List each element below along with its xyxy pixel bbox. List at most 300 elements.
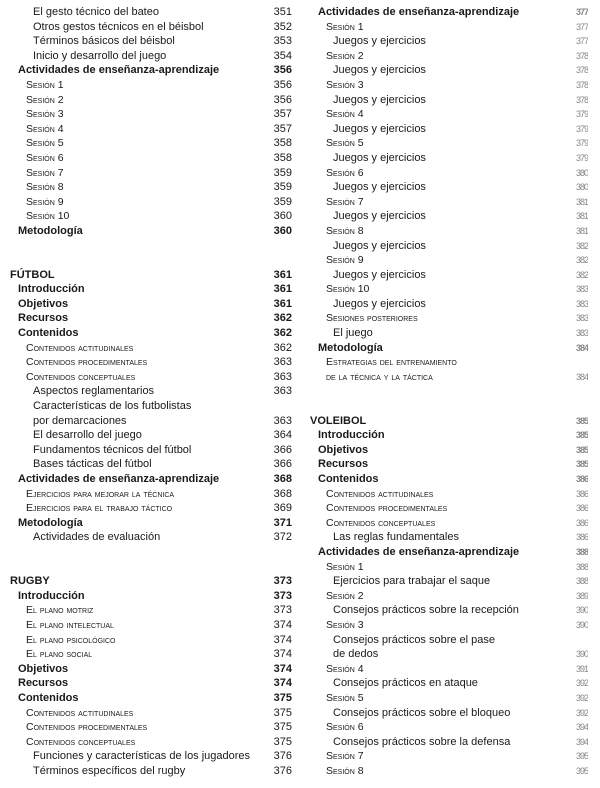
toc-entry-page: 369 — [273, 502, 292, 515]
toc-entry-page: 376 — [273, 750, 292, 763]
toc-entry — [0, 78, 296, 93]
toc-entry-page: 373 — [273, 575, 292, 588]
toc-entry-page: 377 — [575, 7, 588, 17]
toc-entry-title: FÚTBOL — [10, 268, 55, 281]
toc-entry-page: 364 — [273, 429, 292, 442]
toc-entry — [300, 501, 600, 516]
toc-entry — [300, 618, 600, 633]
toc-entry-page: 388 — [575, 576, 588, 587]
toc-entry-title: Sesión 5 — [326, 691, 364, 704]
toc-entry-title: RUGBY — [10, 575, 50, 588]
toc-entry-title: Ejercicios para trabajar el saque — [333, 575, 491, 588]
toc-entry-title: Consejos prácticos sobre el bloqueo — [333, 706, 511, 719]
toc-entry — [0, 691, 296, 706]
toc-entry-title: Recursos — [318, 458, 369, 471]
toc-entry — [0, 34, 296, 49]
toc-entry — [0, 355, 296, 370]
toc-entry-title: Juegos y ejercicios — [333, 122, 426, 135]
toc-entry — [300, 209, 600, 224]
toc-entry-page: 379 — [575, 138, 588, 149]
toc-entry-title: Actividades de evaluación — [33, 531, 161, 544]
toc-entry — [300, 574, 600, 589]
toc-entry-title: Sesión 1 — [26, 78, 64, 91]
toc-entry-title: Sesión 5 — [326, 137, 364, 150]
toc-entry-page: 353 — [273, 35, 292, 48]
toc-entry-title: El plano motriz — [26, 604, 94, 617]
toc-entry-title: Recursos — [18, 312, 69, 325]
toc-entry-page: 356 — [273, 78, 292, 91]
toc-entry — [0, 414, 296, 429]
toc-entry — [300, 253, 600, 268]
toc-entry-title: Sesión 2 — [26, 93, 64, 106]
toc-entry-page: 395 — [575, 765, 588, 776]
toc-entry-page: 363 — [273, 385, 292, 398]
toc-entry — [0, 487, 296, 502]
toc-entry-page: 385 — [575, 430, 588, 441]
toc-entry — [300, 720, 600, 735]
toc-entry-page: 375 — [273, 706, 292, 719]
toc-entry — [300, 603, 600, 618]
toc-entry — [0, 589, 296, 604]
toc-entry-title: Consejos prácticos sobre la recepción — [333, 604, 519, 617]
toc-entry — [0, 603, 296, 618]
spacer — [300, 399, 600, 414]
toc-entry-title: Sesión 8 — [26, 181, 64, 194]
toc-entry — [300, 78, 600, 93]
toc-entry — [300, 691, 600, 706]
toc-entry-title: Introducción — [18, 283, 85, 296]
toc-entry-title: Juegos y ejercicios — [333, 297, 426, 310]
toc-entry-title: Juegos y ejercicios — [333, 93, 426, 106]
toc-entry — [0, 428, 296, 443]
toc-entry-title: Sesión 5 — [26, 137, 64, 150]
toc-entry-page: 383 — [575, 313, 588, 324]
toc-entry — [300, 749, 600, 764]
toc-entry-page: 371 — [273, 516, 292, 529]
toc-entry-title: de la técnica y la táctica — [326, 370, 433, 383]
spacer — [0, 545, 296, 560]
toc-entry-page: 357 — [273, 122, 292, 135]
toc-entry-page: 375 — [273, 721, 292, 734]
spacer — [300, 384, 600, 399]
toc-entry — [0, 720, 296, 735]
toc-entry-title: Sesión 7 — [326, 750, 364, 763]
toc-entry — [300, 633, 600, 648]
toc-entry — [0, 93, 296, 108]
toc-entry-title: Sesión 6 — [326, 166, 364, 179]
toc-entry-page: 358 — [273, 137, 292, 150]
toc-entry-page: 386 — [575, 488, 588, 499]
toc-entry — [0, 399, 296, 414]
toc-entry-page: 383 — [575, 328, 588, 339]
toc-entry-title: Consejos prácticos en ataque — [333, 677, 478, 690]
toc-entry-title: Actividades de enseñanza-aprendizaje — [318, 545, 520, 558]
toc-entry-title: Sesión 8 — [326, 224, 364, 237]
toc-entry-page: 368 — [273, 487, 292, 500]
toc-entry-page: 395 — [575, 751, 588, 762]
toc-entry-title: Términos básicos del béisbol — [33, 35, 175, 48]
toc-entry-page: 391 — [575, 663, 588, 674]
toc-entry-title: Inicio y desarrollo del juego — [33, 49, 167, 62]
toc-entry-page: 390 — [575, 619, 588, 630]
toc-entry-page: 392 — [575, 692, 588, 703]
toc-entry-page: 366 — [273, 443, 292, 456]
toc-entry-title: Actividades de enseñanza-aprendizaje — [18, 473, 220, 485]
toc-entry-title: El desarrollo del juego — [33, 429, 142, 442]
toc-entry — [0, 457, 296, 472]
toc-entry-title: Objetivos — [18, 662, 69, 675]
toc-entry-title: Actividades de enseñanza-aprendizaje — [18, 64, 220, 77]
toc-entry-page: 368 — [273, 473, 292, 485]
toc-entry-page: 358 — [273, 151, 292, 164]
toc-entry-title: Contenidos conceptuales — [326, 516, 436, 529]
toc-entry — [300, 472, 600, 487]
toc-entry-title: Sesión 3 — [326, 618, 364, 631]
toc-entry — [300, 428, 600, 443]
toc-entry-title: Bases tácticas del fútbol — [33, 458, 152, 471]
toc-entry-title: Sesión 7 — [326, 195, 364, 208]
toc-entry-page: 361 — [273, 297, 292, 310]
toc-entry — [0, 530, 296, 545]
toc-entry-page: 352 — [273, 20, 292, 33]
toc-entry — [0, 662, 296, 677]
toc-entry-title: Ejercicios para el trabajo táctico — [26, 502, 173, 515]
toc-entry-title: Consejos prácticos sobre el pase — [333, 633, 496, 646]
toc-entry-title: Otros gestos técnicos en el béisbol — [33, 20, 204, 33]
toc-entry — [300, 268, 600, 283]
toc-entry — [0, 384, 296, 399]
toc-entry — [300, 457, 600, 472]
toc-entry — [0, 472, 296, 487]
toc-entry-title: Objetivos — [18, 297, 69, 310]
toc-entry — [0, 195, 296, 210]
toc-entry-page: 384 — [575, 342, 588, 353]
toc-entry-title: Juegos y ejercicios — [333, 151, 426, 164]
toc-entry-page: 372 — [273, 531, 292, 544]
toc-entry — [300, 764, 600, 779]
toc-entry — [300, 49, 600, 64]
toc-entry-page: 359 — [273, 195, 292, 208]
toc-entry-title: Recursos — [18, 677, 69, 690]
toc-entry-page: 394 — [575, 722, 588, 733]
toc-entry-title: Sesión 9 — [326, 254, 364, 267]
toc-entry-page: 377 — [575, 21, 588, 32]
toc-entry-title: Objetivos — [318, 443, 369, 456]
toc-entry — [0, 166, 296, 181]
toc-entry — [0, 370, 296, 385]
toc-entry-page: 390 — [575, 605, 588, 616]
toc-entry-title: Introducción — [18, 589, 85, 602]
toc-entry-title: Contenidos conceptuales — [26, 735, 136, 748]
toc-entry-title: Sesión 2 — [326, 589, 364, 602]
toc-entry-page: 377 — [575, 36, 588, 47]
toc-entry-title: Contenidos — [318, 473, 379, 485]
toc-entry-page: 382 — [575, 255, 588, 266]
toc-entry-title: Consejos prácticos sobre la defensa — [333, 735, 511, 748]
toc-entry — [300, 545, 600, 560]
spacer — [0, 239, 296, 254]
toc-entry-title: por demarcaciones — [33, 414, 127, 427]
toc-entry-page: 378 — [575, 94, 588, 105]
toc-entry-page: 383 — [575, 284, 588, 295]
toc-entry-page: 376 — [273, 764, 292, 777]
toc-entry — [300, 589, 600, 604]
toc-entry — [0, 20, 296, 35]
toc-entry-title: El plano social — [26, 648, 93, 661]
toc-right-column — [300, 5, 600, 778]
toc-entry-title: Actividades de enseñanza-aprendizaje — [318, 6, 520, 18]
toc-entry-title: Juegos y ejercicios — [333, 210, 426, 223]
toc-entry-title: Juegos y ejercicios — [333, 239, 426, 252]
toc-entry-page: 386 — [575, 517, 588, 528]
toc-entry-title: Aspectos reglamentarios — [33, 385, 155, 398]
toc-entry-page: 384 — [575, 371, 588, 382]
toc-entry-title: Contenidos conceptuales — [26, 370, 136, 383]
toc-entry-page: 386 — [575, 503, 588, 514]
toc-entry-title: Sesión 6 — [326, 721, 364, 734]
toc-entry — [0, 516, 296, 531]
toc-entry-page: 378 — [575, 50, 588, 61]
toc-entry — [300, 530, 600, 545]
toc-entry-title: Sesión 3 — [26, 108, 64, 121]
toc-entry — [0, 136, 296, 151]
toc-entry-title: de dedos — [333, 648, 379, 661]
toc-entry-title: El plano psicológico — [26, 633, 116, 646]
toc-entry-page: 375 — [273, 691, 292, 704]
toc-entry — [300, 443, 600, 458]
toc-entry — [300, 34, 600, 49]
toc-entry-page: 388 — [575, 546, 588, 557]
toc-entry-page: 363 — [273, 356, 292, 369]
toc-entry-page: 380 — [575, 182, 588, 193]
toc-entry-page: 361 — [273, 268, 292, 281]
toc-entry-title: Fundamentos técnicos del fútbol — [33, 443, 192, 456]
toc-entry-page: 362 — [273, 312, 292, 325]
toc-entry — [300, 20, 600, 35]
toc-entry-title: El gesto técnico del bateo — [33, 6, 159, 18]
toc-entry-page: 380 — [575, 167, 588, 178]
toc-entry — [300, 107, 600, 122]
toc-entry-page: 351 — [273, 6, 292, 18]
toc-entry-title: Funciones y características de los jugadores — [33, 750, 251, 763]
toc-entry — [0, 764, 296, 779]
toc-entry-title: Términos específicos del rugby — [33, 764, 186, 777]
toc-entry-page: 359 — [273, 181, 292, 194]
toc-entry — [0, 297, 296, 312]
toc-entry-page: 356 — [273, 64, 292, 77]
toc-entry-page: 386 — [575, 532, 588, 543]
toc-entry — [300, 195, 600, 210]
toc-entry-page: 378 — [575, 65, 588, 76]
toc-entry — [0, 49, 296, 64]
toc-entry — [0, 618, 296, 633]
toc-entry-page: 379 — [575, 123, 588, 134]
toc-entry — [300, 341, 600, 356]
toc-entry — [0, 122, 296, 137]
toc-entry — [300, 297, 600, 312]
toc-entry — [300, 662, 600, 677]
toc-entry — [300, 311, 600, 326]
toc-entry-title: Sesión 8 — [326, 764, 364, 777]
toc-entry — [300, 166, 600, 181]
toc-entry-title: Contenidos procedimentales — [26, 356, 148, 369]
toc-entry — [0, 107, 296, 122]
toc-entry-title: Metodología — [18, 516, 83, 529]
toc-entry-title: Sesión 2 — [326, 49, 364, 62]
toc-entry-title: Contenidos — [18, 691, 79, 704]
toc-entry — [300, 224, 600, 239]
toc-entry-page: 385 — [575, 444, 588, 455]
toc-entry-page: 374 — [273, 633, 292, 646]
toc-entry-page: 379 — [575, 109, 588, 120]
spacer — [0, 253, 296, 268]
toc-entry — [0, 326, 296, 341]
toc-entry-title: Sesión 4 — [26, 122, 64, 135]
toc-entry-title: El juego — [333, 327, 373, 340]
toc-entry — [300, 676, 600, 691]
toc-entry-page: 363 — [273, 370, 292, 383]
toc-entry-title: Contenidos actitudinales — [26, 706, 134, 719]
toc-entry-page: 394 — [575, 736, 588, 747]
toc-entry-title: El plano intelectual — [26, 618, 114, 631]
toc-entry — [0, 501, 296, 516]
toc-entry-title: Características de los futbolistas — [33, 400, 192, 413]
toc-entry-title: Juegos y ejercicios — [333, 64, 426, 77]
toc-entry — [300, 136, 600, 151]
toc-entry-page: 360 — [273, 210, 292, 223]
toc-entry-page: 373 — [273, 604, 292, 617]
toc-entry-title: Sesión 1 — [326, 20, 364, 33]
toc-entry-page: 382 — [575, 240, 588, 251]
toc-entry — [300, 63, 600, 78]
toc-entry — [0, 224, 296, 239]
toc-entry — [0, 647, 296, 662]
toc-entry — [300, 516, 600, 531]
toc-entry-title: Juegos y ejercicios — [333, 181, 426, 194]
toc-entry-page: 385 — [575, 415, 588, 426]
toc-entry — [0, 341, 296, 356]
toc-entry — [0, 706, 296, 721]
toc-entry-page: 379 — [575, 152, 588, 163]
toc-entry-page: 389 — [575, 590, 588, 601]
toc-entry — [0, 209, 296, 224]
toc-entry-title: Estrategias del entrenamiento — [326, 356, 457, 369]
toc-entry — [300, 706, 600, 721]
toc-entry-page: 356 — [273, 93, 292, 106]
toc-entry-title: Sesión 10 — [326, 283, 370, 296]
toc-entry-title: Las reglas fundamentales — [333, 531, 459, 544]
toc-entry-title: VOLEIBOL — [310, 414, 367, 427]
toc-entry-page: 392 — [575, 707, 588, 718]
toc-entry — [300, 487, 600, 502]
toc-entry-title: Sesión 4 — [326, 108, 364, 121]
toc-entry-title: Sesión 4 — [326, 662, 364, 675]
toc-entry-page: 385 — [575, 459, 588, 470]
toc-entry-title: Contenidos procedimentales — [26, 721, 148, 734]
toc-entry-page: 386 — [575, 474, 588, 484]
toc-entry — [0, 5, 296, 20]
toc-entry-page: 354 — [273, 49, 292, 62]
toc-entry — [0, 443, 296, 458]
toc-entry-page: 388 — [575, 561, 588, 572]
toc-entry-page: 381 — [575, 196, 588, 207]
toc-entry — [300, 647, 600, 662]
toc-entry-title: Sesiones posteriores — [326, 312, 418, 325]
toc-entry — [0, 151, 296, 166]
toc-entry — [300, 5, 600, 20]
toc-entry-title: Contenidos procedimentales — [326, 502, 448, 515]
toc-entry-title: Juegos y ejercicios — [333, 268, 426, 281]
toc-entry — [0, 268, 296, 283]
toc-entry-page: 363 — [273, 414, 292, 427]
toc-entry — [300, 560, 600, 575]
toc-entry — [0, 180, 296, 195]
toc-entry-page: 357 — [273, 108, 292, 121]
toc-entry-title: Contenidos — [18, 327, 79, 340]
toc-entry-page: 360 — [273, 224, 292, 237]
toc-entry-title: Introducción — [318, 429, 385, 442]
toc-entry — [0, 574, 296, 589]
toc-entry — [300, 326, 600, 341]
toc-entry-page: 390 — [575, 649, 588, 660]
toc-entry — [0, 633, 296, 648]
toc-entry — [300, 93, 600, 108]
toc-entry-page: 374 — [273, 648, 292, 661]
toc-entry — [0, 311, 296, 326]
toc-entry — [300, 414, 600, 429]
spacer — [0, 560, 296, 575]
toc-entry-title: Metodología — [318, 341, 383, 354]
toc-entry — [0, 749, 296, 764]
toc-entry — [0, 735, 296, 750]
toc-entry-page: 374 — [273, 677, 292, 690]
toc-entry — [0, 676, 296, 691]
toc-entry — [300, 282, 600, 297]
toc-entry-page: 362 — [273, 341, 292, 354]
toc-entry-page: 361 — [273, 283, 292, 296]
toc-entry-page: 378 — [575, 79, 588, 90]
toc-entry-title: Sesión 9 — [26, 195, 64, 208]
toc-left-column — [0, 5, 296, 778]
toc-entry — [300, 239, 600, 254]
toc-entry — [300, 370, 600, 385]
toc-entry — [300, 151, 600, 166]
toc-entry — [300, 355, 600, 370]
toc-entry-page: 375 — [273, 735, 292, 748]
toc-entry-title: Sesión 6 — [26, 151, 64, 164]
toc-entry — [0, 63, 296, 78]
toc-entry-page: 362 — [273, 327, 292, 340]
toc-entry-page: 392 — [575, 678, 588, 689]
toc-entry-page: 359 — [273, 166, 292, 179]
toc-entry-page: 383 — [575, 298, 588, 309]
toc-entry — [300, 180, 600, 195]
toc-entry-title: Sesión 7 — [26, 166, 64, 179]
toc-entry-title: Sesión 3 — [326, 78, 364, 91]
toc-entry — [300, 735, 600, 750]
toc-entry-title: Juegos y ejercicios — [333, 35, 426, 48]
toc-entry-title: Ejercicios para mejorar la técnica — [26, 487, 175, 500]
toc-entry-page: 381 — [575, 211, 588, 222]
toc-entry — [300, 122, 600, 137]
toc-entry-title: Contenidos actitudinales — [326, 487, 434, 500]
toc-entry-title: Sesión 10 — [26, 210, 70, 223]
toc-entry — [0, 282, 296, 297]
toc-entry-page: 381 — [575, 225, 588, 236]
toc-entry-page: 382 — [575, 269, 588, 280]
toc-entry-page: 374 — [273, 662, 292, 675]
toc-entry-page: 373 — [273, 589, 292, 602]
